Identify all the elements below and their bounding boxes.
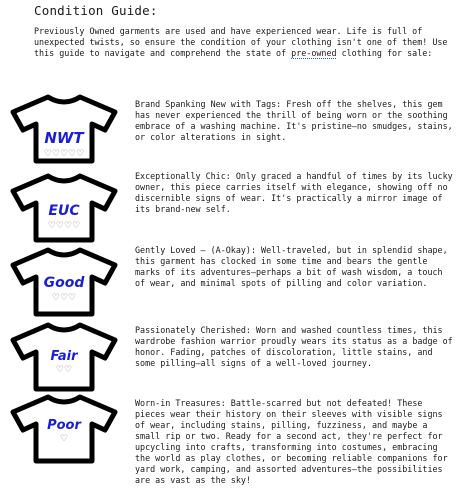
tshirt-icon xyxy=(10,171,118,241)
heart-rating: ♡ xyxy=(59,434,69,444)
grade-label: Poor xyxy=(47,418,81,433)
intro-text-start: Previously Owned garments are used and have experienced wear. Life is full of unexpected twists, so ensure the condition of your clothing isn't one of them! Use this guide to navigate and comprehend the state of xyxy=(34,26,448,58)
condition-description: Gently Loved – (A-Okay): Well-traveled, but in splendid shape, this garment has clocked in some time and bears the gentle marks of its adventures—perhaps a bit of wash wisdom, a touch of wear, and minimal spots of pilling and color variation. xyxy=(135,245,448,288)
tshirt-icon xyxy=(10,92,118,162)
tshirt-icon xyxy=(10,392,118,462)
condition-description: Passionately Cherished: Worn and washed countless times, this wardrobe fashion warrior proudly wears its status as a badge of honor. Fading, patches of discoloration, little stains, and some pilling—all signs of a well-loved journey. xyxy=(135,325,453,368)
heart-rating: ♡♡♡♡ xyxy=(47,221,81,231)
condition-description: Brand Spanking New with Tags: Fresh off the shelves, this gem has never experienced the thrill of being worn or the soothing embrace of a washing machine. It's pristine—no smudges, stains, or color alterations in sight. xyxy=(135,99,453,142)
heart-rating: ♡♡♡ xyxy=(51,293,77,303)
condition-description: Worn-in Treasures: Battle-scarred but not defeated! These pieces wear their history on their sleeves with visible signs of wear, including stains, pilling, fuzziness, and maybe a small rip or two. Ready for a second act, they're perfect for upcycling into crafts, transforming into costumes, embracing the world as play clothes, or becoming reliable companions for yard work, camping, and assorted adventures—the possibilities are as vast as the sky! xyxy=(135,398,448,485)
grade-label: Fair xyxy=(50,349,78,364)
intro-text-end: clothing for sale: xyxy=(336,48,433,58)
heart-rating: ♡♡♡♡♡ xyxy=(43,149,85,159)
heart-rating: ♡♡ xyxy=(55,365,73,375)
page-title: Condition Guide: xyxy=(34,3,158,18)
intro-underlined-word: pre-owned xyxy=(291,48,337,58)
intro-paragraph xyxy=(34,26,452,59)
condition-description: Exceptionally Chic: Only graced a handful of times by its lucky owner, this piece carries itself with elegance, showing off no discernible signs of wear. It's practically a mirror image of its brand-new self. xyxy=(135,171,453,214)
tshirt-icon xyxy=(10,245,118,315)
grade-label: EUC xyxy=(48,203,80,219)
grade-label: Good xyxy=(43,275,85,291)
grade-label: NWT xyxy=(44,129,84,147)
tshirt-icon xyxy=(10,320,118,390)
